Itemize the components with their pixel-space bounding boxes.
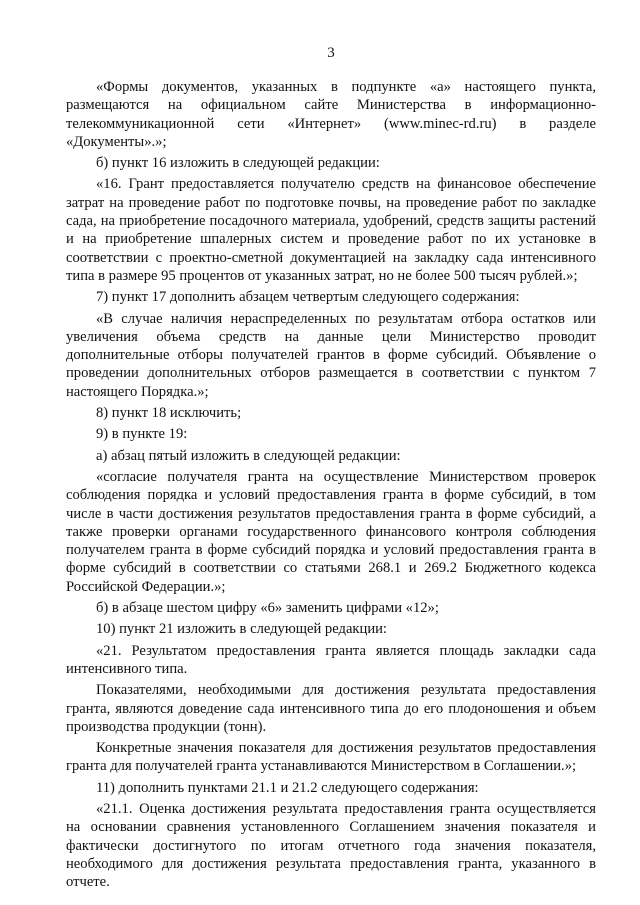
paragraph-item-b-point-16: б) пункт 16 изложить в следующей редакции: xyxy=(96,155,380,172)
paragraph-point-21-1-text: «21.1. Оценка достижения результата предоставления гранта осуществляется на основании сравнения установленного Соглашением значения показателя и фактически достигнутого по итогам отчетного года значения показателя, необходимого для достижения результата предоставления гранта, указанного в отчете. xyxy=(66,800,596,891)
paragraph-item-7: 7) пункт 17 дополнить абзацем четвертым следующего содержания: xyxy=(96,289,520,306)
paragraph-item-9: 9) в пункте 19: xyxy=(96,426,188,443)
paragraph-additional-selection: «В случае наличия нераспределенных по результатам отбора остатков или увеличения объема средств на данные цели Министерство проводит дополнительные отборы получателей грантов в форме субсидий. Объявление о проведении дополнительных отборов размещается в соответствии с пунктом 7 настоящего Порядка.»; xyxy=(66,310,596,400)
paragraph-point-21-text: «21. Результатом предоставления гранта является площадь закладки сада интенсивного типа. xyxy=(66,642,596,677)
paragraph-item-10: 10) пункт 21 изложить в следующей редакции: xyxy=(96,621,387,638)
paragraph-item-a: а) абзац пятый изложить в следующей редакции: xyxy=(96,447,401,464)
paragraph-item-8: 8) пункт 18 исключить; xyxy=(96,405,242,422)
paragraph-consent-text: «согласие получателя гранта на осуществление Министерством проверок соблюдения порядка и условий предоставления гранта в форме субсидий, в том числе в части достижения результатов предоставления гранта в форме субсидий, а также проверки органами государственного финансового контроля соблюдения получателем гранта в форме субсидий порядка и условий предоставления гранта в форме субсидий в соответствии со статьями 268.1 и 269.2 Бюджетного кодекса Российской Федерации.»; xyxy=(66,468,596,595)
paragraph-specific-values: Конкретные значения показателя для достижения результатов предоставления гранта для получателей гранта устанавливаются Министерством в Соглашении.»; xyxy=(66,740,596,775)
paragraph-forms-documents: «Формы документов, указанных в подпункте «а» настоящего пункта, размещаются на официальном сайте Министерства в информационно-телекоммуникационной сети «Интернет» (www.minec-rd.ru) в разделе «Документы».»; xyxy=(66,79,596,150)
paragraph-item-b-sixth: б) в абзаце шестом цифру «6» заменить цифрами «12»; xyxy=(96,600,439,617)
document-body xyxy=(66,78,596,891)
paragraph-indicators: Показателями, необходимыми для достижения результата предоставления гранта, являются доведение сада интенсивного типа до его плодоношения и объем производства продукции (тонн). xyxy=(66,682,596,735)
page-number: 3 xyxy=(327,45,335,61)
paragraph-item-11: 11) дополнить пунктами 21.1 и 21.2 следующего содержания: xyxy=(96,779,479,796)
paragraph-point-16-text: «16. Грант предоставляется получателю средств на финансовое обеспечение затрат на проведение работ по подготовке почвы, на проведение работ по закладке сада, на приобретение посадочного материала, удобрений, средств защиты растений и на приобретение шпалерных систем и проведение работ по их установке в соответствии с проектно-сметной документацией на закладку сада интенсивного типа в размере 95 процентов от указанных затрат, но не более 500 тысяч рублей.»; xyxy=(66,176,596,284)
